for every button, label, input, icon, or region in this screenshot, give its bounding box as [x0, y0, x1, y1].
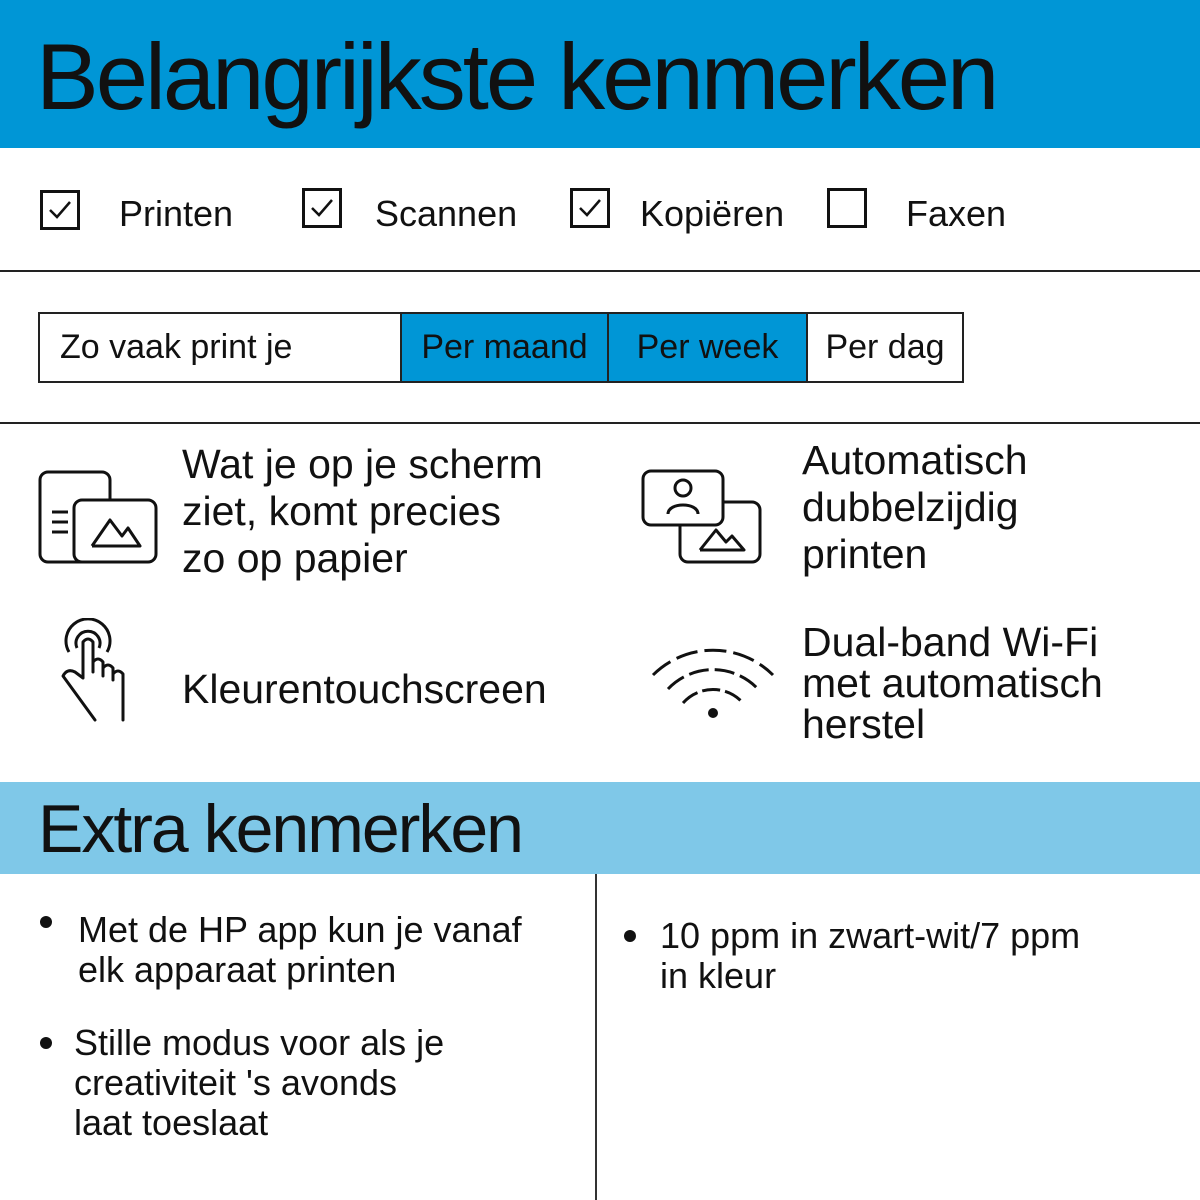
feature-line: met automatisch: [802, 660, 1103, 706]
page-title: Belangrijkste kenmerken: [36, 24, 997, 129]
feature-text-display: [182, 441, 543, 582]
frequency-option-per-week: Per week: [607, 314, 806, 381]
checkbox-kopieren: [570, 188, 610, 228]
function-label-kopieren: Kopiëren: [640, 193, 785, 234]
feature-text-touchscreen: Kleurentouchscreen: [182, 666, 547, 712]
feature-line: printen: [802, 531, 928, 577]
function-label-scannen: Scannen: [375, 193, 518, 234]
print-frequency-bar: [38, 312, 964, 383]
bullet-line: in kleur: [660, 955, 777, 996]
bullet-icon: [40, 1037, 52, 1049]
frequency-option-per-dag: Per dag: [806, 314, 962, 381]
extra-bullet-hp-app: [78, 910, 522, 990]
divider: [0, 422, 1200, 424]
checkbox-scannen: [302, 188, 342, 228]
checkbox-faxen: [827, 188, 867, 228]
bullet-icon: [624, 930, 636, 942]
feature-text-duplex: [802, 437, 1028, 578]
duplex-photo-icon: [640, 468, 764, 566]
bullet-line: elk apparaat printen: [78, 949, 397, 990]
bullet-line: Stille modus voor als je: [74, 1022, 445, 1063]
bullet-line: laat toeslaat: [74, 1102, 269, 1143]
extra-bullet-ppm: [660, 916, 1080, 996]
feature-line: herstel: [802, 701, 926, 747]
bullet-line: Met de HP app kun je vanaf: [78, 909, 522, 950]
feature-line: dubbelzijdig: [802, 484, 1019, 530]
feature-text-wifi: [802, 619, 1103, 747]
checkmark-icon: [310, 196, 334, 220]
checkbox-printen: [40, 190, 80, 230]
feature-line: ziet, komt precies: [182, 488, 501, 534]
touch-hand-icon: [55, 618, 139, 726]
checkmark-icon: [48, 198, 72, 222]
function-label-printen: Printen: [119, 193, 234, 234]
checkmark-icon: [578, 196, 602, 220]
frequency-label: Zo vaak print je: [60, 328, 293, 366]
document-photo-icon: [38, 470, 160, 566]
bullet-line: creativiteit 's avonds: [74, 1062, 398, 1103]
wifi-icon: [650, 645, 776, 720]
feature-line: Dual-band Wi-Fi: [802, 619, 1099, 665]
divider: [0, 270, 1200, 272]
column-divider: [595, 874, 597, 1200]
bullet-line: 10 ppm in zwart-wit/7 ppm: [660, 915, 1081, 956]
feature-line: Automatisch: [802, 437, 1028, 483]
section-title: Extra kenmerken: [38, 791, 522, 867]
feature-line: zo op papier: [182, 535, 408, 581]
bullet-icon: [40, 916, 52, 928]
feature-line: Wat je op je scherm: [182, 441, 543, 487]
frequency-option-per-maand: Per maand: [400, 314, 607, 381]
extra-bullet-quiet-mode: [74, 1023, 444, 1143]
function-label-faxen: Faxen: [906, 193, 1007, 234]
